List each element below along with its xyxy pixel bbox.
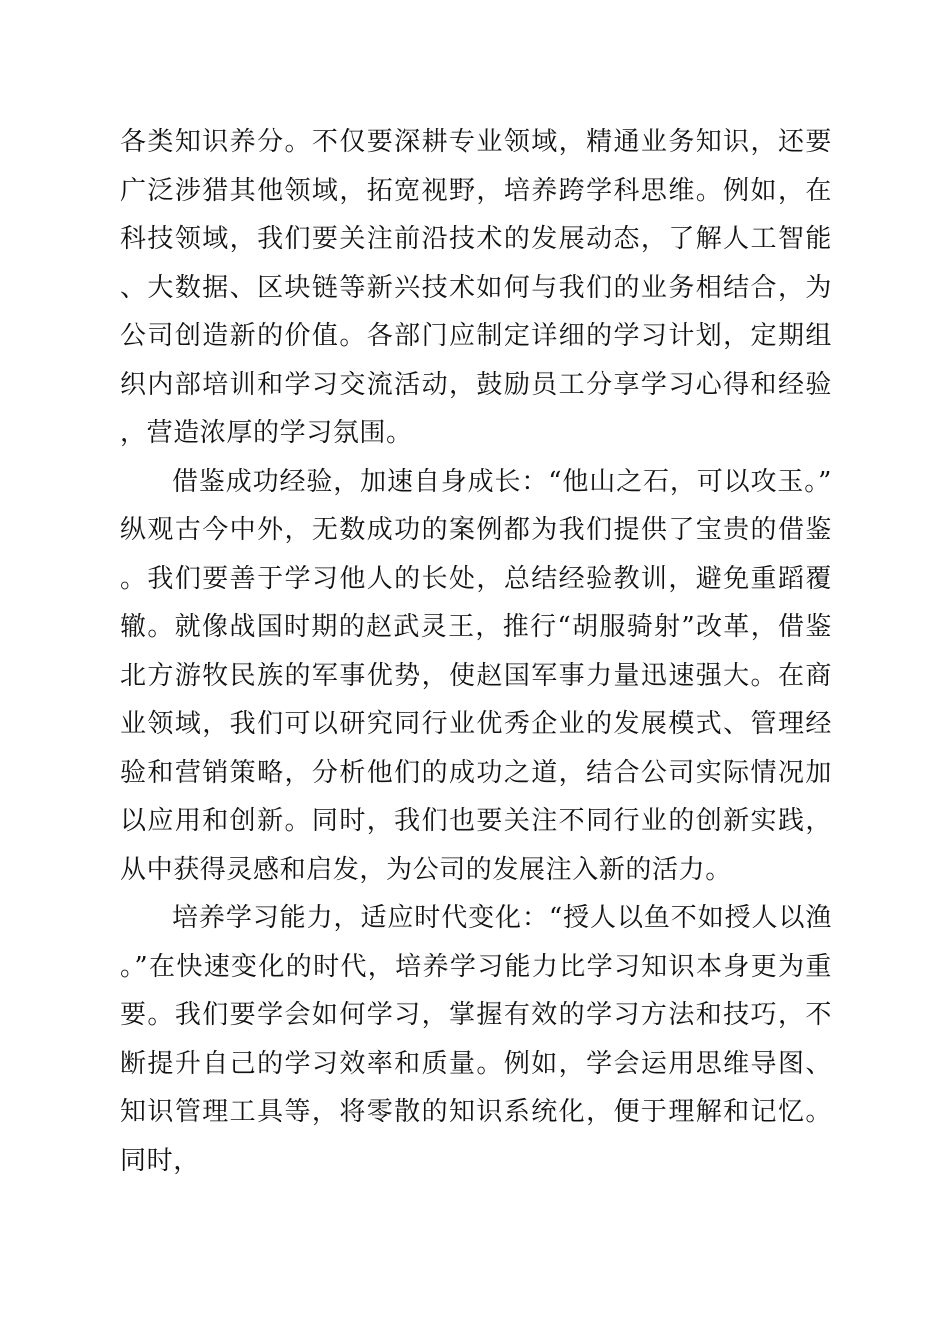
document-body [120,118,832,1185]
paragraph-learn-from-success: 借鉴成功经验，加速自身成长：“他山之石，可以攻玉。”纵观古今中外，无数成功的案例都为我们提供了宝贵的借鉴。我们要善于学习他人的长处，总结经验教训，避免重蹈覆辙。就像战国时期的赵武灵王，推行“胡服骑射”改革，借鉴北方游牧民族的军事优势，使赵国军事力量迅速强大。在商业领域，我们可以研究同行业优秀企业的发展模式、管理经验和营销策略，分析他们的成功之道，结合公司实际情况加以应用和创新。同时，我们也要关注不同行业的创新实践，从中获得灵感和启发，为公司的发展注入新的活力。 [120,466,832,885]
paragraph-learning-ability: 培养学习能力，适应时代变化：“授人以鱼不如授人以渔。”在快速变化的时代，培养学习能力比学习知识本身更为重要。我们要学会如何学习，掌握有效的学习方法和技巧，不断提升自己的学习效率和质量。例如，学会运用思维导图、知识管理工具等，将零散的知识系统化，便于理解和记忆。同时， [120,903,832,1176]
paragraph-knowledge-nutrients: 各类知识养分。不仅要深耕专业领域，精通业务知识，还要广泛涉猎其他领域，拓宽视野，培养跨学科思维。例如，在科技领域，我们要关注前沿技术的发展动态，了解人工智能、大数据、区块链等新兴技术如何与我们的业务相结合，为公司创造新的价值。各部门应制定详细的学习计划，定期组织内部培训和学习交流活动，鼓励员工分享学习心得和经验，营造浓厚的学习氛围。 [120,127,832,448]
